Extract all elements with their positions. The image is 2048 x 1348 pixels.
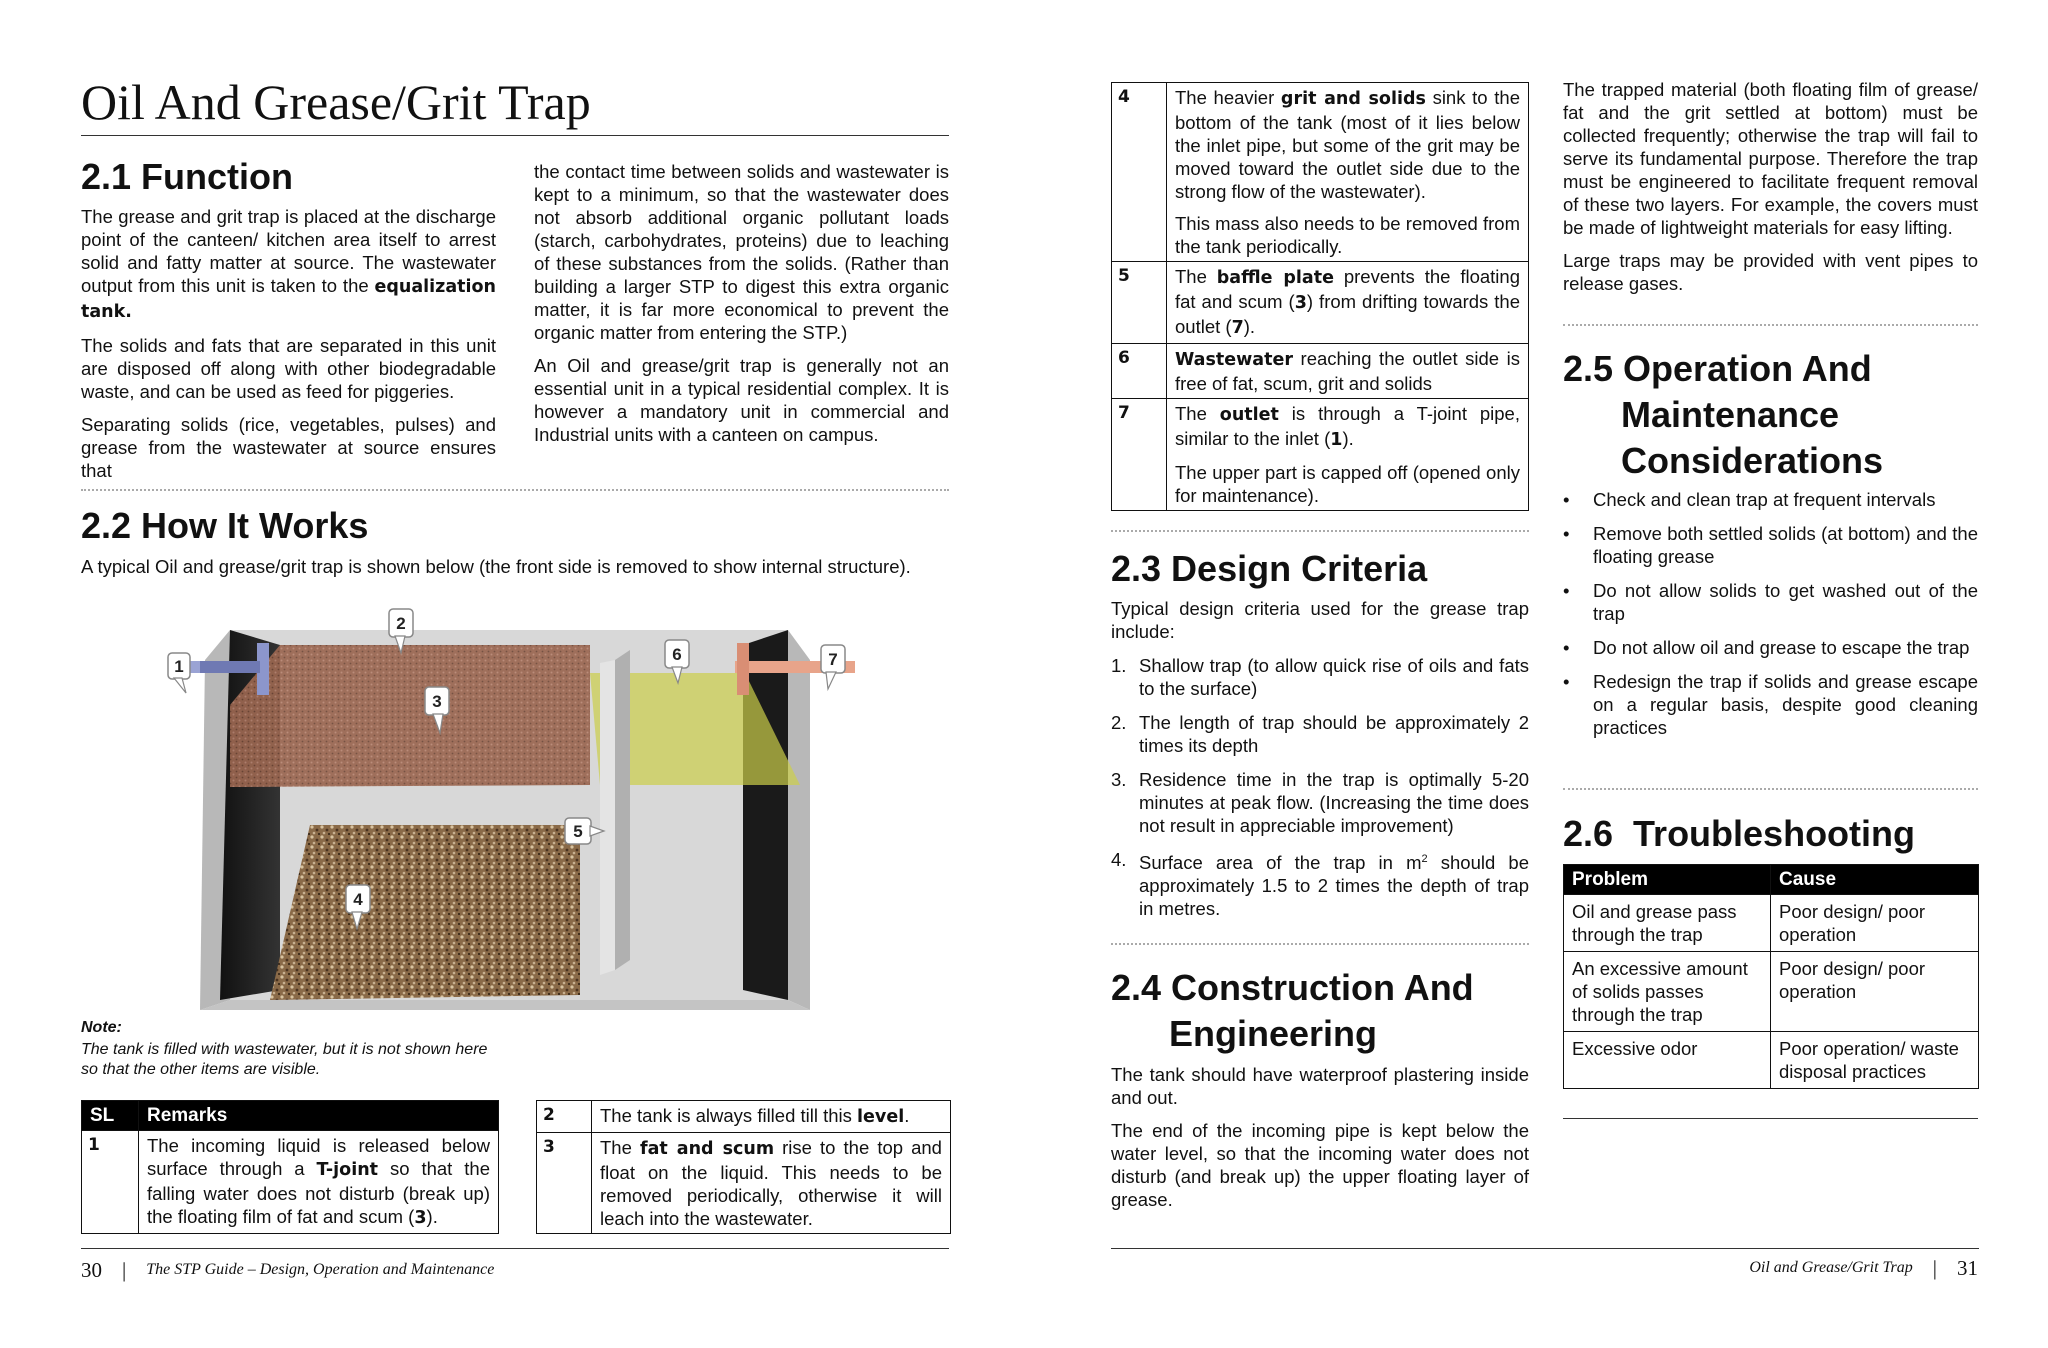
grease-trap-diagram [160,605,880,1025]
svg-text:6: 6 [672,645,682,664]
remarks-table-1 [81,1100,499,1234]
cell-problem: Oil and grease pass through the trap [1564,895,1771,952]
list-item: 1. Shallow trap (to allow quick rise of oils and fats to the surface) [1111,655,1529,699]
page-number-right: 31 [1957,1255,1978,1280]
row-sl: 2 [537,1101,592,1133]
section-2-3-heading: 2.3 Design Criteria [1111,548,1428,589]
cell-cause: Poor design/ poor operation [1771,895,1979,952]
tank-outer-right-edge [788,630,810,1010]
outlet-t-joint [737,643,749,695]
divider [1111,530,1529,532]
row-remark: The fat and scum rise to the top and float on the liquid. This needs to be removed periodically, otherwise it will leach into the wastewater. [592,1133,951,1234]
svg-text:1: 1 [174,657,184,676]
row-remark: The incoming liquid is released below surface through a T-joint so that the falling water does not disturb (break up) the floating film of fat and scum (3). [139,1131,499,1234]
construction-text [1111,1063,1529,1211]
header-problem: Problem [1564,865,1771,895]
tank-floor [200,1000,810,1010]
header-cause: Cause [1771,865,1979,895]
cell-problem: Excessive odor [1564,1032,1771,1089]
grit-layer [270,825,580,1000]
function-paragraph-4: the contact time between solids and wastewater is kept to a minimum, so that the wastewater does not absorb additional organic pollutant loads (starch, carbohydrates, proteins) due to leaching of these substances from the solids. (Rather than building a larger STP to digest this extra organic matter, it is far more economical to prevent the organic matter from entering the STP.) [534,161,949,343]
page-title: Oil And Grease/Grit Trap [81,74,591,130]
construction-paragraph-2: The end of the incoming pipe is kept below the water level, so that the incoming water does not disturb (and break up) the upper floating layer of grease. [1111,1120,1529,1210]
function-paragraph-2: The solids and fats that are separated in this unit are disposed off along with other biodegradable waste, and can be used as feed for piggeries. [81,335,496,402]
divider [1111,943,1529,945]
criteria-list [1111,654,1529,837]
table-row [1112,399,1529,511]
table-header-row [82,1101,499,1131]
diagram-note [81,1018,501,1080]
function-paragraph-3: Separating solids (rice, vegetables, pulses) and grease from the wastewater at source ensures that [81,414,496,481]
maintenance-bullet-list [1563,488,1978,750]
note-text: The tank is filled with wastewater, but it is not shown here so that the other items are visible. [81,1041,488,1078]
row-remark: The baffle plate prevents the floating fat and scum (3) from drifting towards the outlet (7). [1167,262,1529,344]
footer-rule-right [1111,1248,1979,1249]
row-remark: The outlet is through a T-joint pipe, similar to the inlet (1). The upper part is capped off (opened only for maintenance). [1167,399,1529,511]
cell-cause: Poor operation/ waste disposal practices [1771,1032,1979,1089]
table-row [1564,895,1979,952]
list-item: 4. Surface area of the trap in $m^2$ should be approximately 1.5 to 2 times the depth of trap in metres. [1111,849,1529,920]
bullet-item: • Do not allow solids to get washed out of the trap [1563,579,1978,625]
inlet-pipe-inner [200,661,260,673]
footer-separator: | [1932,1255,1937,1280]
callout-1 [168,653,190,693]
table-row [1112,344,1529,399]
page-number-left: 30 [81,1257,102,1282]
footer-chapter-title: Oil and Grease/Grit Trap [1749,1259,1913,1276]
function-paragraph-5: An Oil and grease/grit trap is generally not an essential unit in a typical residential complex. It is however a mandatory unit in commercial and Industrial units with a canteen on campus. [534,355,949,445]
section-2-4-heading: 2.4 Construction And Engineering [1111,967,1474,1054]
troubleshooting-table [1563,864,1979,1089]
criteria-list-item-4 [1111,848,1529,920]
section-2-1-heading: 2.1 Function [81,156,294,197]
footer-right [1749,1254,1978,1282]
divider-line [1563,1118,1978,1119]
footer-separator: | [122,1257,127,1282]
table-row [1564,952,1979,1032]
remarks-table-3 [1111,82,1529,511]
footer-book-title: The STP Guide – Design, Operation and Maintenance [146,1261,495,1278]
list-item: 3. Residence time in the trap is optimally 5-20 minutes at peak flow. (Increasing the time does not result in appreciable improvement) [1111,769,1529,836]
footer-rule-left [81,1248,949,1249]
construction-paragraph-1: The tank should have waterproof plastering inside and out. [1111,1064,1529,1108]
row-sl: 5 [1112,262,1167,344]
bullet-item: • Remove both settled solids (at bottom) and the floating grease [1563,522,1978,568]
divider [1563,788,1978,790]
row-remark: Wastewater reaching the outlet side is free of fat, scum, grit and solids [1167,344,1529,399]
table-row [537,1133,951,1234]
cell-problem: An excessive amount of solids passes through the trap [1564,952,1771,1032]
table-row [1564,1032,1979,1089]
how-it-works-intro: A typical Oil and grease/grit trap is shown below (the front side is removed to show internal structure). [81,556,911,577]
section-2-1-col2 [534,160,949,446]
list-item: 2. The length of trap should be approximately 2 times its depth [1111,712,1529,756]
bullet-item: • Check and clean trap at frequent intervals [1563,488,1978,511]
svg-text:3: 3 [432,692,442,711]
row-remark: The tank is always filled till this level. [592,1101,951,1133]
baffle-plate [615,650,630,970]
section-2-6-heading: 2.6 Troubleshooting [1563,813,1916,854]
svg-text:2: 2 [396,614,406,633]
divider [81,489,949,491]
table-row [1112,83,1529,262]
table-row [537,1101,951,1133]
function-paragraph-1: The grease and grit trap is placed at the discharge point of the canteen/ kitchen area itself to arrest solid and fatty matter at source. The wastewater output from this unit is taken to the equalization tank. [81,206,496,322]
bullet-item: • Redesign the trap if solids and grease escape on a regular basis, despite good cleaning practices [1563,670,1978,739]
table-row [1112,262,1529,344]
design-criteria-intro: Typical design criteria used for the grease trap include: [1111,598,1529,642]
callout-7 [821,645,845,689]
bullet-item: • Do not allow oil and grease to escape the trap [1563,636,1978,659]
footer-left [81,1256,494,1284]
section-2-1-col1 [81,205,496,482]
row-sl: 1 [82,1131,139,1234]
row-sl: 7 [1112,399,1167,511]
baffle-plate-face [600,660,615,975]
svg-text:7: 7 [828,650,838,669]
cell-cause: Poor design/ poor operation [1771,952,1979,1032]
collection-text [1563,78,1978,295]
note-label: Note: [81,1019,122,1036]
header-sl: SL [82,1101,139,1131]
design-criteria-list [1111,654,1529,931]
remarks-table-2 [536,1100,951,1234]
table-header-row [1564,865,1979,895]
row-sl: 4 [1112,83,1167,262]
title-rule [81,135,949,136]
collection-paragraph-1: The trapped material (both floating film of grease/ fat and the grit settled at bottom) must be collected frequently; otherwise the trap will fail to serve its fundamental purpose. Therefore the trap must be engineered to facilitate frequent removal of these two layers. For example, the covers must be made of lightweight materials for easy lifting. [1563,79,1978,238]
fat-scum-layer [230,645,590,787]
divider [1563,324,1978,326]
svg-text:5: 5 [573,822,583,841]
row-sl: 6 [1112,344,1167,399]
section-2-5-heading: 2.5 Operation And Maintenance Considerations [1563,348,1884,481]
svg-text:4: 4 [353,890,363,909]
row-sl: 3 [537,1133,592,1234]
row-remark: The heavier grit and solids sink to the bottom of the tank (most of it lies below the inlet pipe, but some of the grit may be moved toward the outlet side due to the strong flow of the wastewater). This mass also needs to be removed from the tank periodically. [1167,83,1529,262]
section-2-2-heading: 2.2 How It Works [81,505,369,546]
collection-paragraph-2: Large traps may be provided with vent pipes to release gases. [1563,250,1978,294]
table-row [82,1131,499,1234]
header-remarks: Remarks [139,1101,499,1131]
